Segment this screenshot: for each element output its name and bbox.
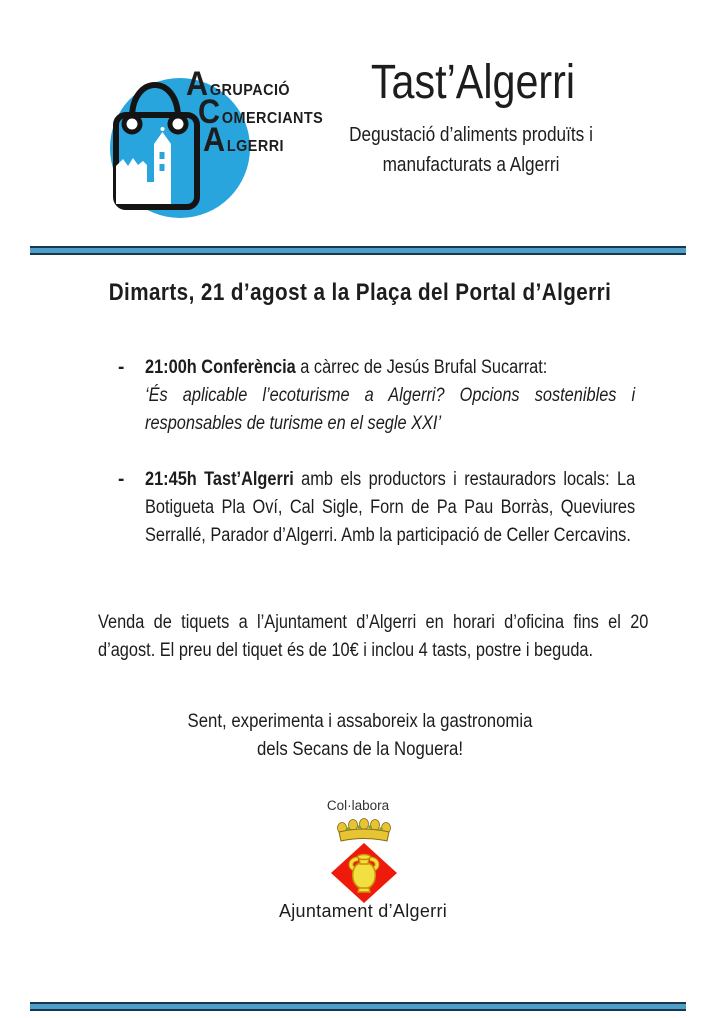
tagline-line-2: dels Secans de la Noguera! — [256, 738, 464, 760]
collaboration-label: Col·labora — [326, 798, 390, 813]
event-heading: Dimarts, 21 d’agost a la Plaça del Portal d’Algerri — [108, 279, 612, 306]
logo-initial: C — [198, 93, 221, 131]
flyer-subtitle — [299, 120, 643, 180]
tower-window — [160, 152, 165, 159]
bag-ring — [170, 116, 186, 132]
tast-text: amb els productors i restauradors locals: La Botigueta Pla Oví, Cal Sigle, Forn de Pa Pau Borràs, Queviures Serrallé, Parador d’Algerri. Amb la participació de Celler Cercavins. — [145, 469, 636, 546]
logo-text: GRUPACIÓ — [209, 82, 291, 99]
bullet-item-conference — [118, 354, 715, 438]
conference-line — [145, 354, 635, 382]
logo-text: OMERCIANTS — [221, 110, 324, 127]
bullet-body — [145, 466, 635, 550]
crown-icon — [338, 819, 391, 842]
top-divider — [30, 246, 686, 255]
conference-time-title: 21:00h Conferència — [145, 357, 296, 378]
tower-window — [160, 164, 165, 171]
logo-initial: A — [203, 121, 226, 159]
bottom-divider — [30, 1002, 686, 1011]
tickets-paragraph: Venda de tiquets a l’Ajuntament d’Algerri en horari d’oficina fins el 20 d’agost. El preu del tiquet és de 10€ i inclou 4 tasts, postre i beguda. — [98, 612, 649, 661]
tagline — [50, 707, 669, 763]
bullet-body — [145, 354, 635, 438]
tagline-line-1: Sent, experimenta i assaboreix la gastronomia — [187, 710, 533, 732]
tast-time-title: 21:45h Tast’Algerri — [145, 469, 294, 490]
bullet-marker: - — [118, 357, 125, 378]
logo-org-line — [203, 121, 285, 159]
algerri-coat-of-arms — [326, 818, 402, 906]
conference-text: a càrrec de Jesús Brufal Sucarrat: — [295, 357, 548, 378]
logo-text: LGERRI — [226, 138, 285, 155]
bullet-item-tast — [118, 466, 715, 550]
conference-quote: ‘És aplicable l’ecoturisme a Algerri? Opcions sostenibles i responsables de turisme en el segle XXI’ — [145, 385, 636, 434]
council-name: Ajuntament d’Algerri — [278, 901, 448, 921]
subtitle-line-1: Degustació d’aliments produïts i — [349, 124, 593, 146]
subtitle-line-2: manufacturats a Algerri — [382, 154, 560, 176]
bag-ring — [124, 116, 140, 132]
flyer-title: Tast’Algerri — [370, 56, 576, 109]
bullet-marker: - — [118, 469, 125, 490]
logo-initial: A — [186, 65, 209, 103]
